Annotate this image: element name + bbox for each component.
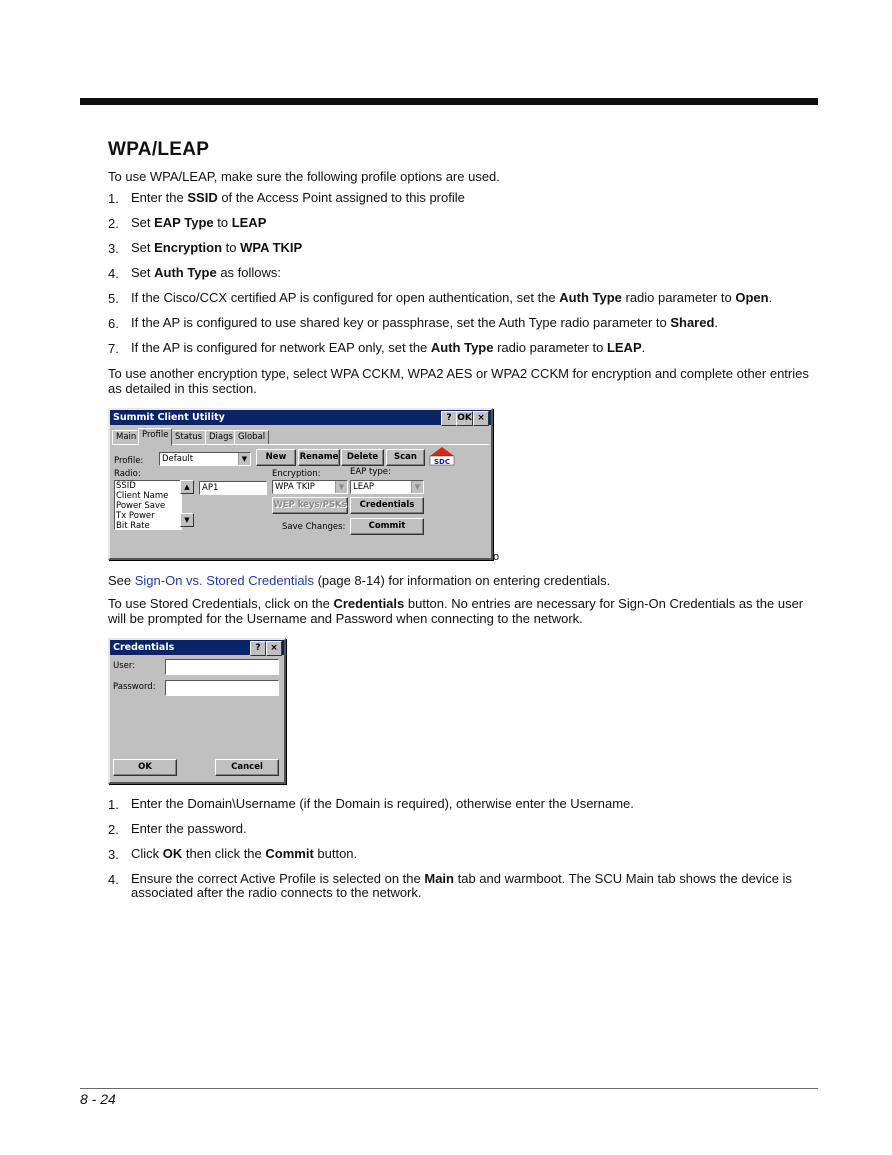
text-run: If the Cisco/CCX certified AP is configured for open authentication, set the	[131, 290, 560, 305]
text-run: to	[222, 240, 241, 255]
profile-dropdown[interactable]	[159, 452, 251, 466]
close-button[interactable]: ×	[266, 641, 282, 656]
step-text	[131, 872, 821, 900]
scan-button[interactable]: Scan	[386, 449, 425, 466]
step-text	[131, 266, 821, 280]
cancel-button[interactable]: Cancel	[215, 759, 279, 776]
text-run: To use Stored Credentials, click on the	[108, 596, 334, 611]
wep-keys-button[interactable]: WEP keys/PSKs	[272, 497, 348, 514]
encryption-dropdown[interactable]	[272, 480, 348, 494]
step-number: 7.	[108, 341, 119, 356]
password-label: Password:	[113, 682, 156, 692]
window-title: Credentials	[113, 642, 175, 653]
delete-button[interactable]: Delete	[341, 449, 384, 466]
step-text	[131, 241, 821, 255]
list-item[interactable]: Client Name	[116, 491, 169, 501]
intro-paragraph: To use WPA/LEAP, make sure the following profile options are used.	[108, 169, 500, 184]
step-number: 2.	[108, 216, 119, 231]
bottom-rule	[80, 1088, 818, 1089]
text-run: Enter the password.	[131, 821, 247, 836]
ok-button[interactable]: OK	[456, 411, 473, 426]
step-number: 1.	[108, 191, 119, 206]
credentials-window	[108, 638, 286, 784]
bold-term: Credentials	[333, 596, 405, 611]
see-suffix: (page 8-14) for information on entering credentials.	[313, 573, 611, 588]
save-changes-label: Save Changes:	[282, 522, 346, 532]
ssid-input[interactable]: AP1	[199, 481, 267, 495]
stray-mark: o	[493, 551, 500, 563]
text-run: button. No entries are necessary for Sign-On Credentials as the user will be prompted for the Username and Password when connecting to the network.	[108, 596, 804, 626]
tab-profile[interactable]: Profile	[138, 428, 172, 446]
eap-type-value: LEAP	[353, 482, 375, 492]
user-input[interactable]	[165, 659, 279, 675]
text-run: .	[641, 340, 646, 355]
list-item[interactable]: Tx Power	[116, 511, 155, 521]
sdc-logo-roof	[430, 447, 454, 456]
encryption-label: Encryption:	[272, 469, 321, 479]
sdc-logo-text: SDC	[434, 458, 450, 466]
password-input[interactable]	[165, 680, 279, 696]
text-run: Set	[131, 215, 155, 230]
page-number: 8 - 24	[80, 1091, 116, 1107]
radio-label: Radio:	[114, 469, 141, 479]
scroll-down-icon[interactable]: ▼	[180, 513, 194, 527]
text-run: to	[213, 215, 232, 230]
ok-button[interactable]: OK	[113, 759, 177, 776]
sign-on-credentials-link[interactable]: Sign-On vs. Stored Credentials	[134, 573, 314, 588]
close-button[interactable]: ×	[473, 411, 489, 426]
bold-term: Open	[735, 290, 769, 305]
summit-client-utility-window	[108, 408, 493, 560]
step-number: 5.	[108, 291, 119, 306]
chevron-down-icon[interactable]: ▼	[411, 481, 423, 493]
step-text	[131, 341, 821, 355]
bold-term: SSID	[187, 190, 218, 205]
bold-term: Encryption	[154, 240, 223, 255]
text-run: Ensure the correct Active Profile is selected on the	[131, 871, 425, 886]
text-run: button.	[313, 846, 358, 861]
bold-term: EAP Type	[154, 215, 214, 230]
title-bar	[110, 640, 284, 655]
encryption-value: WPA TKIP	[275, 482, 315, 492]
title-bar	[110, 410, 491, 425]
text-run: tab and warmboot. The SCU Main tab shows the device is associated after the radio connects to the network.	[131, 871, 792, 900]
step-number: 1.	[108, 797, 119, 812]
text-run: of the Access Point assigned to this profile	[217, 190, 465, 205]
step-text	[131, 316, 821, 330]
see-paragraph	[108, 573, 820, 588]
text-run: as follows:	[216, 265, 282, 280]
step-text	[131, 216, 821, 230]
text-run: Set	[131, 240, 155, 255]
step-text	[131, 847, 821, 861]
step-text	[131, 291, 821, 305]
bold-term: LEAP	[606, 340, 642, 355]
bold-term: Auth Type	[154, 265, 217, 280]
user-label: User:	[113, 661, 136, 671]
text-run: radio parameter to	[493, 340, 607, 355]
step-text	[131, 822, 821, 836]
bold-term: Commit	[265, 846, 314, 861]
text-run: Enter the Domain\Username (if the Domain is required), otherwise enter the Username.	[131, 796, 634, 811]
window-title: Summit Client Utility	[113, 412, 225, 423]
eap-type-label: EAP type:	[350, 467, 391, 477]
see-prefix: See	[108, 573, 135, 588]
radio-parameter-list[interactable]	[114, 480, 182, 530]
other-encryption-paragraph: To use another encryption type, select WPA CCKM, WPA2 AES or WPA2 CCKM for encryption and complete other entries as detailed in this section.	[108, 366, 809, 396]
section-heading: WPA/LEAP	[108, 139, 210, 160]
step-number: 4.	[108, 266, 119, 281]
eap-type-dropdown[interactable]	[350, 480, 424, 494]
step-number: 3.	[108, 241, 119, 256]
credentials-button[interactable]: Credentials	[350, 497, 424, 514]
step-number: 6.	[108, 316, 119, 331]
list-item[interactable]: SSID	[116, 481, 136, 491]
help-button[interactable]: ?	[250, 641, 266, 656]
text-run: .	[768, 290, 773, 305]
bold-term: Auth Type	[559, 290, 622, 305]
text-run: Click	[131, 846, 163, 861]
commit-button[interactable]: Commit	[350, 518, 424, 535]
rename-button[interactable]: Rename	[298, 449, 340, 466]
text-run: Set	[131, 265, 155, 280]
scroll-up-icon[interactable]: ▲	[180, 480, 194, 494]
text-run: If the AP is configured for network EAP only, set the	[131, 340, 431, 355]
text-run: radio parameter to	[621, 290, 736, 305]
step-number: 3.	[108, 847, 119, 862]
text-run: .	[714, 315, 719, 330]
list-item[interactable]: Power Save	[116, 501, 166, 511]
step-number: 4.	[108, 872, 119, 887]
help-button[interactable]: ?	[441, 411, 457, 426]
bold-term: Main	[424, 871, 454, 886]
text-run: If the AP is configured to use shared key or passphrase, set the Auth Type radio parameter to	[131, 315, 671, 330]
bold-term: WPA TKIP	[240, 240, 303, 255]
bold-term: Shared	[670, 315, 715, 330]
sdc-logo	[428, 446, 456, 466]
top-rule	[80, 98, 818, 105]
bold-term: LEAP	[231, 215, 267, 230]
step-text	[131, 797, 821, 811]
tab-global[interactable]: Global	[234, 430, 269, 445]
profile-label: Profile:	[114, 456, 144, 466]
profile-value: Default	[162, 454, 194, 464]
text-run: Enter the	[131, 190, 188, 205]
step-number: 2.	[108, 822, 119, 837]
tab-main[interactable]: Main	[112, 430, 140, 445]
chevron-down-icon[interactable]: ▼	[335, 481, 347, 493]
tab-status[interactable]: Status	[171, 430, 206, 445]
text-run: then click the	[182, 846, 266, 861]
bold-term: Auth Type	[430, 340, 494, 355]
chevron-down-icon[interactable]: ▼	[238, 453, 250, 465]
bold-term: OK	[162, 846, 183, 861]
step-text	[131, 191, 821, 205]
new-button[interactable]: New	[256, 449, 296, 466]
tab-diags[interactable]: Diags	[205, 430, 237, 445]
stored-credentials-paragraph	[108, 596, 820, 626]
list-item[interactable]: Bit Rate	[116, 521, 150, 530]
